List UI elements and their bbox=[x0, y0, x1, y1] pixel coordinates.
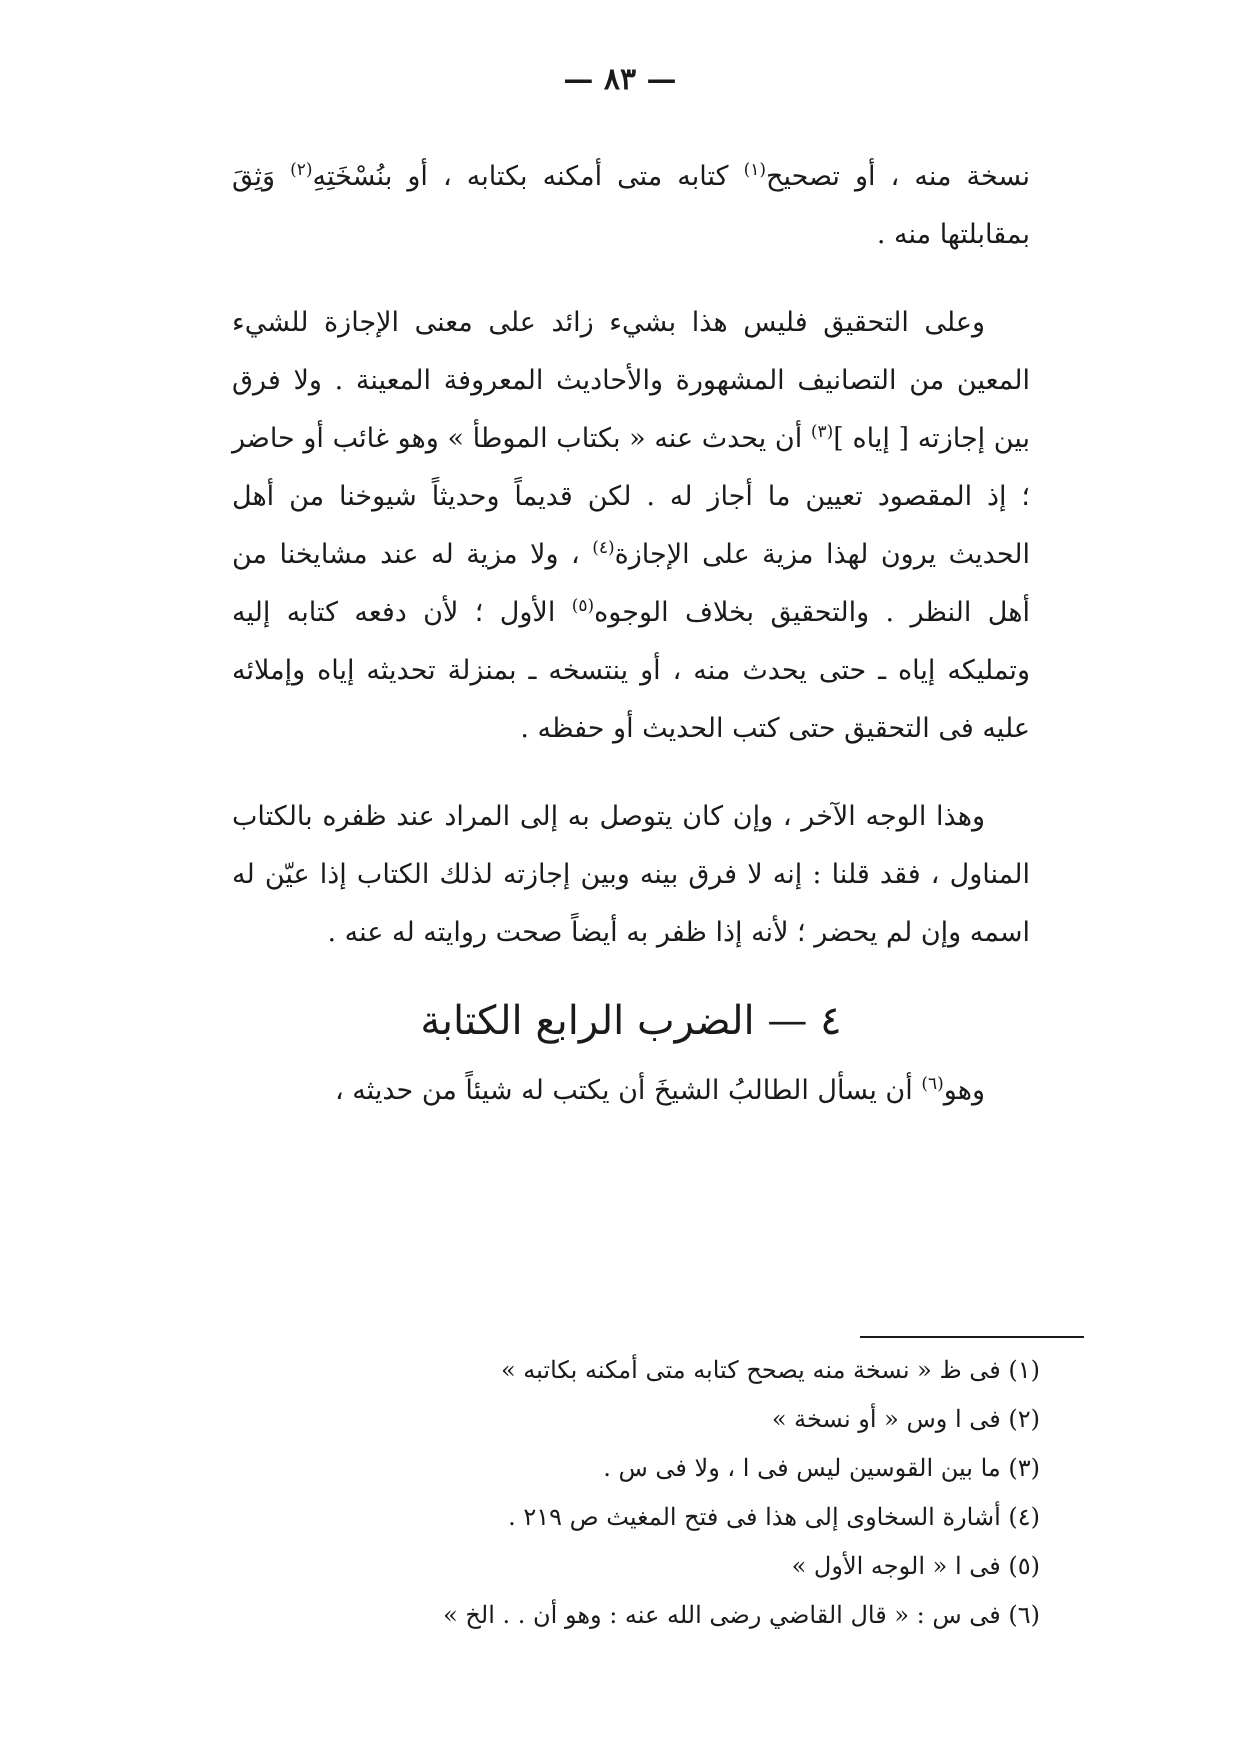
footnotes bbox=[440, 1346, 1040, 1640]
paragraph bbox=[232, 294, 1030, 758]
paragraph-text: وَثِقَ بمقابلتها منه . bbox=[232, 161, 1030, 250]
footnote-divider bbox=[860, 1336, 1084, 1338]
paragraph-text: أن يسأل الطالبُ الشيخَ أن يكتب له شيئاً من حديثه ، bbox=[334, 1075, 922, 1106]
paragraph-text: نسخة منه ، أو تصحيح bbox=[766, 161, 1030, 192]
paragraph-text: أن يحدث عنه « بكتاب الموطأ » وهو غائب أو حاضر ؛ إذ المقصود تعيين ما أجاز له . لكن قديماً وحديثاً شيوخنا من أهل الحديث يرون لهذا مزية على الإجازة bbox=[232, 423, 1030, 570]
footnote: (٤) أشارة السخاوى إلى هذا فى فتح المغيث ص ٢١٩ . bbox=[508, 1503, 1040, 1531]
footnote-marker: (٢) bbox=[290, 160, 313, 180]
footnote-marker: (٣) bbox=[810, 422, 834, 442]
main-text bbox=[232, 148, 1030, 1120]
paragraph-gap bbox=[232, 758, 1030, 788]
footnote: (٥) فى ا « الوجه الأول » bbox=[791, 1552, 1040, 1580]
paragraph-text: كتابه متى أمكنه بكتابه ، أو بنُسْخَتِهِ bbox=[312, 161, 744, 192]
paragraph-text: وهذا الوجه الآخر ، وإن كان يتوصل به إلى المراد عند ظفره بالكتاب المناول ، فقد قلنا : إنه لا فرق بينه وبين إجازته لذلك الكتاب إذا عيّن له اسمه وإن لم يحضر ؛ لأنه إذا ظفر به أيضاً صحت روايته له عنه . bbox=[232, 801, 1030, 948]
paragraph bbox=[232, 148, 1030, 264]
footnote: (٢) فى ا وس « أو نسخة » bbox=[771, 1405, 1040, 1433]
paragraph-gap bbox=[232, 264, 1030, 294]
paragraph bbox=[232, 1062, 1030, 1120]
page-number: — ٨٣ — bbox=[563, 62, 677, 97]
footnote-marker: (٤) bbox=[592, 538, 615, 558]
footnote-marker: (١) bbox=[743, 160, 767, 180]
footnote: (٦) فى س : « قال القاضي رضى الله عنه : وهو أن . . الخ » bbox=[443, 1601, 1040, 1629]
paragraph-text: وهو bbox=[943, 1075, 985, 1106]
footnote-marker: (٦) bbox=[921, 1074, 944, 1094]
footnote: (٣) ما بين القوسين ليس فى ا ، ولا فى س . bbox=[603, 1454, 1040, 1482]
paragraph-text: ، ولا مزية له عند مشايخنا من أهل النظر . والتحقيق بخلاف الوجوه bbox=[232, 539, 1030, 628]
paragraph-text: الأول ؛ لأن دفعه كتابه إليه وتمليكه إياه ـ حتى يحدث منه ، أو ينتسخه ـ بمنزلة تحديثه إياه وإملائه عليه فى التحقيق حتى كتب الحديث أو حفظه . bbox=[232, 597, 1030, 744]
paragraph bbox=[232, 788, 1030, 962]
paragraph-text: وعلى التحقيق فليس هذا بشيء زائد على معنى الإجازة للشيء المعين من التصانيف المشهورة والأحاديث المعروفة المعينة . ولا فرق بين إجازته [ إياه ] bbox=[232, 307, 1031, 454]
footnote: (١) فى ظ « نسخة منه يصحح كتابه متى أمكنه بكاتبه » bbox=[500, 1356, 1040, 1384]
section-heading: ٤ — الضرب الرابع الكتابة bbox=[420, 998, 842, 1044]
footnote-marker: (٥) bbox=[571, 596, 595, 616]
